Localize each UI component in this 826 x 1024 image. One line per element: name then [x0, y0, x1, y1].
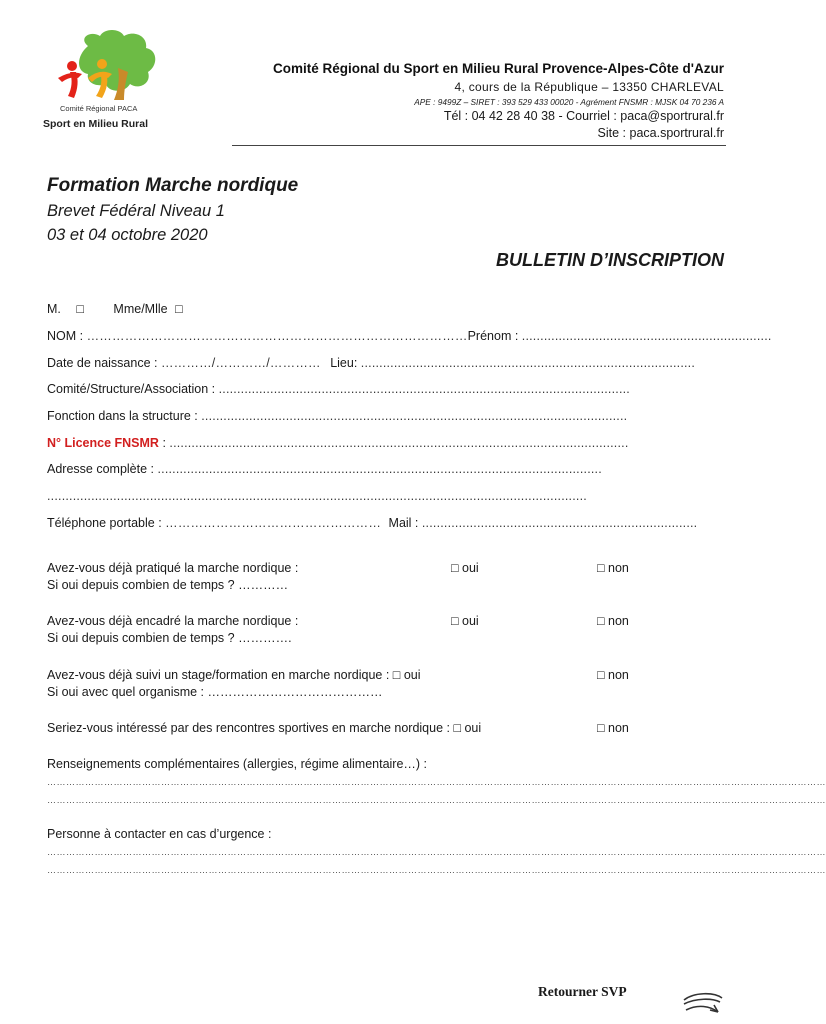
licence-label: N° Licence FNSMR — [47, 436, 159, 450]
question-2-followup[interactable]: Si oui depuis combien de temps ? …………. — [47, 631, 292, 645]
mail-field[interactable]: ........................................................................... — [421, 516, 698, 530]
org-logo — [43, 28, 172, 138]
fonction-row — [47, 409, 627, 423]
civility-mme-label: Mme/Mlle — [113, 302, 168, 316]
dob-field[interactable]: …………/…………/………… — [160, 356, 321, 370]
emergency-line1[interactable]: ………………………………………………………………………………………………………………………………………………………………………………………………………………………… — [47, 847, 826, 857]
civility-m-label: M. — [47, 302, 61, 316]
comite-label: Comité/Structure/Association : — [47, 382, 219, 396]
turn-page-arrow-icon — [680, 990, 726, 1018]
header-divider — [232, 145, 726, 146]
org-website: Site : paca.sportrural.fr — [597, 126, 724, 140]
org-address: 4, cours de la République – 13350 CHARLEVAL — [454, 80, 724, 94]
nom-field[interactable]: ……………………………………………………………………………… — [86, 329, 468, 343]
logo-line1: Comité Régional PACA — [60, 104, 138, 113]
form-dates: 03 et 04 octobre 2020 — [47, 226, 208, 244]
org-identifiers: APE : 9499Z – SIRET : 393 529 433 00020 - Agrément FNSMR : MJSK 04 70 236 A — [414, 97, 724, 107]
tree-logo-icon — [48, 28, 172, 108]
question-3-no[interactable]: □ non — [597, 668, 629, 682]
comite-field[interactable]: ................................................................................................................ — [218, 382, 630, 396]
birth-row — [47, 356, 695, 370]
extra-info-line2[interactable]: ………………………………………………………………………………………………………………………………………………………………………………………………………………………… — [47, 795, 826, 805]
prenom-field[interactable]: .................................................................... — [521, 329, 772, 343]
civility-mme-checkbox[interactable]: □ — [175, 302, 183, 316]
nom-label: NOM : — [47, 329, 87, 343]
retourner-svp: Retourner SVP — [538, 984, 627, 999]
licence-row — [47, 436, 629, 450]
bulletin-heading: BULLETIN D’INSCRIPTION — [496, 250, 724, 270]
mail-label: Mail : — [388, 516, 422, 530]
emergency-line2[interactable]: ………………………………………………………………………………………………………………………………………………………………………………………………………………………… — [47, 865, 826, 875]
tel-label: Téléphone portable : — [47, 516, 166, 530]
licence-colon: : — [158, 436, 170, 450]
tel-mail-row — [47, 516, 697, 530]
adresse-field[interactable]: ......................................................................................................................... — [157, 462, 602, 476]
adresse-field-line2[interactable]: ................................................................................................................................................... — [47, 489, 587, 503]
extra-info-label: Renseignements complémentaires (allergies, régime alimentaire…) : — [47, 757, 428, 771]
extra-info-line1[interactable]: ………………………………………………………………………………………………………………………………………………………………………………………………………………………… — [47, 777, 826, 787]
org-contact: Tél : 04 42 28 40 38 - Courriel : paca@sportrural.fr — [443, 109, 724, 123]
question-2-no[interactable]: □ non — [597, 614, 629, 628]
dob-label: Date de naissance : — [47, 356, 161, 370]
adresse-row — [47, 462, 602, 476]
civility-row — [47, 302, 183, 316]
logo-line2: Sport en Milieu Rural — [43, 118, 149, 130]
fonction-field[interactable]: .................................................................................................................... — [201, 409, 628, 423]
adresse-line2-row — [47, 489, 587, 503]
tel-field[interactable]: …………………………………………… — [165, 516, 382, 530]
licence-field[interactable]: ............................................................................................................................. — [169, 436, 629, 450]
question-4-no[interactable]: □ non — [597, 721, 629, 735]
adresse-label: Adresse complète : — [47, 462, 158, 476]
form-title: Formation Marche nordique — [47, 175, 299, 196]
lieu-field[interactable]: ........................................................................................... — [360, 356, 696, 370]
prenom-label: Prénom : — [467, 329, 522, 343]
civility-m-checkbox[interactable]: □ — [76, 302, 84, 316]
question-4[interactable]: Seriez-vous intéressé par des rencontres sportives en marche nordique : □ oui — [47, 721, 482, 735]
form-subtitle: Brevet Fédéral Niveau 1 — [47, 202, 225, 220]
lieu-label: Lieu: — [330, 356, 361, 370]
question-2-yes[interactable]: □ oui — [451, 614, 479, 628]
org-name: Comité Régional du Sport en Milieu Rural Provence-Alpes-Côte d'Azur — [272, 61, 724, 76]
question-1: Avez-vous déjà pratiqué la marche nordique : — [47, 561, 299, 575]
fonction-label: Fonction dans la structure : — [47, 409, 202, 423]
question-3-followup[interactable]: Si oui avec quel organisme : …………………………………… — [47, 685, 383, 699]
comite-row — [47, 382, 630, 396]
question-2: Avez-vous déjà encadré la marche nordique : — [47, 614, 299, 628]
question-3[interactable]: Avez-vous déjà suivi un stage/formation en marche nordique : □ oui — [47, 668, 421, 682]
question-1-no[interactable]: □ non — [597, 561, 629, 575]
question-1-yes[interactable]: □ oui — [451, 561, 479, 575]
question-1-followup[interactable]: Si oui depuis combien de temps ? ………… — [47, 578, 289, 592]
nom-row — [47, 329, 772, 343]
emergency-label: Personne à contacter en cas d’urgence : — [47, 827, 272, 841]
